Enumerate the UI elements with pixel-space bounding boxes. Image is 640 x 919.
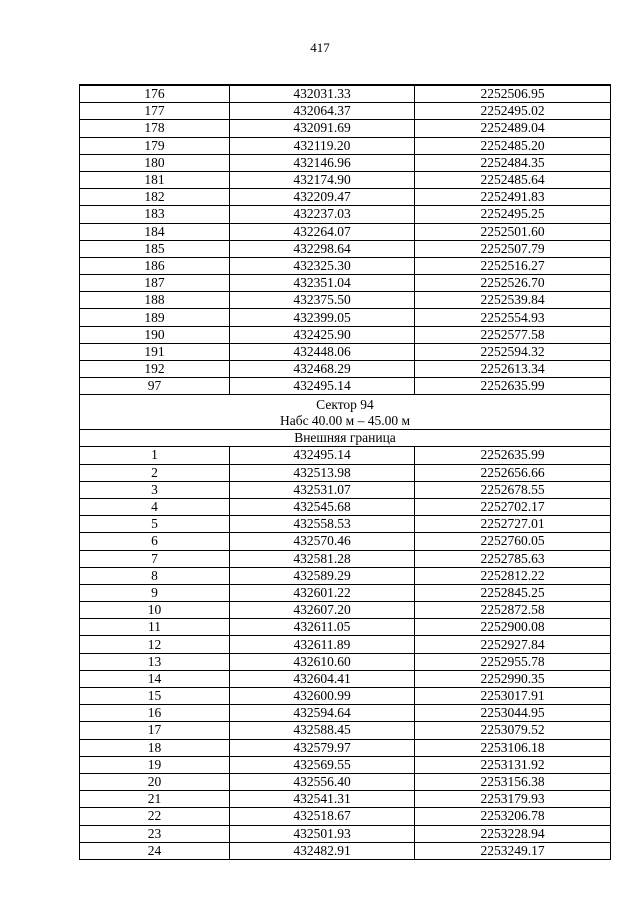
point-number-cell: 24: [80, 842, 230, 859]
table-row: [80, 516, 611, 533]
x-coordinate-cell: 432589.29: [230, 567, 415, 584]
x-coordinate-cell: 432495.14: [230, 378, 415, 395]
x-coordinate-cell: 432091.69: [230, 120, 415, 137]
point-number-cell: 1: [80, 447, 230, 464]
table-row: [80, 498, 611, 515]
y-coordinate-cell: 2252872.58: [415, 602, 611, 619]
x-coordinate-cell: 432448.06: [230, 343, 415, 360]
table-row: [80, 688, 611, 705]
table-row: [80, 361, 611, 378]
x-coordinate-cell: 432399.05: [230, 309, 415, 326]
y-coordinate-cell: 2253228.94: [415, 825, 611, 842]
x-coordinate-cell: 432298.64: [230, 240, 415, 257]
table-row: [80, 550, 611, 567]
point-number-cell: 2: [80, 464, 230, 481]
table-row: [80, 343, 611, 360]
point-number-cell: 20: [80, 773, 230, 790]
y-coordinate-cell: 2253017.91: [415, 688, 611, 705]
table-row: [80, 825, 611, 842]
y-coordinate-cell: 2252702.17: [415, 498, 611, 515]
y-coordinate-cell: 2253044.95: [415, 705, 611, 722]
table-row: [80, 292, 611, 309]
y-coordinate-cell: 2252785.63: [415, 550, 611, 567]
x-coordinate-cell: 432545.68: [230, 498, 415, 515]
table-row: [80, 619, 611, 636]
table-row: [80, 567, 611, 584]
y-coordinate-cell: 2252613.34: [415, 361, 611, 378]
x-coordinate-cell: 432610.60: [230, 653, 415, 670]
table-row: [80, 275, 611, 292]
table-row: [80, 223, 611, 240]
point-number-cell: 6: [80, 533, 230, 550]
y-coordinate-cell: 2252484.35: [415, 154, 611, 171]
y-coordinate-cell: 2252516.27: [415, 257, 611, 274]
x-coordinate-cell: 432325.30: [230, 257, 415, 274]
x-coordinate-cell: 432351.04: [230, 275, 415, 292]
table-row: [80, 842, 611, 859]
y-coordinate-cell: 2252927.84: [415, 636, 611, 653]
table-row: [80, 670, 611, 687]
y-coordinate-cell: 2252506.95: [415, 85, 611, 103]
point-number-cell: 13: [80, 653, 230, 670]
table-row: [80, 808, 611, 825]
table-row: [80, 103, 611, 120]
x-coordinate-cell: 432601.22: [230, 584, 415, 601]
point-number-cell: 9: [80, 584, 230, 601]
point-number-cell: 3: [80, 481, 230, 498]
y-coordinate-cell: 2253131.92: [415, 756, 611, 773]
y-coordinate-cell: 2253179.93: [415, 791, 611, 808]
y-coordinate-cell: 2252539.84: [415, 292, 611, 309]
section-title: Сектор 94: [316, 396, 374, 412]
point-number-cell: 185: [80, 240, 230, 257]
point-number-cell: 179: [80, 137, 230, 154]
x-coordinate-cell: 432495.14: [230, 447, 415, 464]
x-coordinate-cell: 432541.31: [230, 791, 415, 808]
x-coordinate-cell: 432607.20: [230, 602, 415, 619]
table-row: [80, 722, 611, 739]
boundary-label-row: [80, 430, 611, 447]
point-number-cell: 192: [80, 361, 230, 378]
x-coordinate-cell: 432531.07: [230, 481, 415, 498]
y-coordinate-cell: 2252594.32: [415, 343, 611, 360]
x-coordinate-cell: 432209.47: [230, 189, 415, 206]
table-row: [80, 533, 611, 550]
table-row: [80, 464, 611, 481]
page-number: 417: [310, 40, 330, 55]
x-coordinate-cell: 432579.97: [230, 739, 415, 756]
table-row: [80, 85, 611, 103]
point-number-cell: 190: [80, 326, 230, 343]
table-row: [80, 602, 611, 619]
x-coordinate-cell: 432425.90: [230, 326, 415, 343]
table-row: [80, 206, 611, 223]
y-coordinate-cell: 2252491.83: [415, 189, 611, 206]
section-header-row: [80, 395, 611, 430]
table-row: [80, 240, 611, 257]
y-coordinate-cell: 2253156.38: [415, 773, 611, 790]
table-row: [80, 756, 611, 773]
point-number-cell: 181: [80, 171, 230, 188]
point-number-cell: 176: [80, 85, 230, 103]
x-coordinate-cell: 432581.28: [230, 550, 415, 567]
y-coordinate-cell: 2252955.78: [415, 653, 611, 670]
point-number-cell: 5: [80, 516, 230, 533]
point-number-cell: 18: [80, 739, 230, 756]
table-row: [80, 773, 611, 790]
table-row: [80, 154, 611, 171]
boundary-label: Внешняя граница: [80, 430, 611, 447]
point-number-cell: 4: [80, 498, 230, 515]
y-coordinate-cell: 2252656.66: [415, 464, 611, 481]
x-coordinate-cell: 432264.07: [230, 223, 415, 240]
y-coordinate-cell: 2252678.55: [415, 481, 611, 498]
point-number-cell: 16: [80, 705, 230, 722]
point-number-cell: 189: [80, 309, 230, 326]
point-number-cell: 177: [80, 103, 230, 120]
y-coordinate-cell: 2252635.99: [415, 447, 611, 464]
x-coordinate-cell: 432569.55: [230, 756, 415, 773]
y-coordinate-cell: 2252577.58: [415, 326, 611, 343]
x-coordinate-cell: 432604.41: [230, 670, 415, 687]
x-coordinate-cell: 432594.64: [230, 705, 415, 722]
x-coordinate-cell: 432558.53: [230, 516, 415, 533]
y-coordinate-cell: 2252495.25: [415, 206, 611, 223]
point-number-cell: 14: [80, 670, 230, 687]
table-row: [80, 257, 611, 274]
coordinates-table-body: [80, 85, 611, 859]
table-row: [80, 653, 611, 670]
y-coordinate-cell: 2253249.17: [415, 842, 611, 859]
point-number-cell: 97: [80, 378, 230, 395]
y-coordinate-cell: 2252526.70: [415, 275, 611, 292]
table-row: [80, 447, 611, 464]
x-coordinate-cell: 432611.89: [230, 636, 415, 653]
y-coordinate-cell: 2252845.25: [415, 584, 611, 601]
y-coordinate-cell: 2252554.93: [415, 309, 611, 326]
point-number-cell: 22: [80, 808, 230, 825]
x-coordinate-cell: 432237.03: [230, 206, 415, 223]
point-number-cell: 15: [80, 688, 230, 705]
table-row: [80, 120, 611, 137]
point-number-cell: 11: [80, 619, 230, 636]
y-coordinate-cell: 2252727.01: [415, 516, 611, 533]
x-coordinate-cell: 432031.33: [230, 85, 415, 103]
y-coordinate-cell: 2252485.20: [415, 137, 611, 154]
section-height-range: Набс 40.00 м – 45.00 м: [279, 412, 411, 428]
section-header: [80, 395, 611, 430]
y-coordinate-cell: 2252900.08: [415, 619, 611, 636]
table-row: [80, 739, 611, 756]
point-number-cell: 178: [80, 120, 230, 137]
y-coordinate-cell: 2252485.64: [415, 171, 611, 188]
x-coordinate-cell: 432588.45: [230, 722, 415, 739]
x-coordinate-cell: 432146.96: [230, 154, 415, 171]
table-row: [80, 137, 611, 154]
table-row: [80, 584, 611, 601]
point-number-cell: 21: [80, 791, 230, 808]
point-number-cell: 19: [80, 756, 230, 773]
y-coordinate-cell: 2252635.99: [415, 378, 611, 395]
point-number-cell: 7: [80, 550, 230, 567]
y-coordinate-cell: 2253079.52: [415, 722, 611, 739]
table-row: [80, 705, 611, 722]
y-coordinate-cell: 2252812.22: [415, 567, 611, 584]
x-coordinate-cell: 432556.40: [230, 773, 415, 790]
y-coordinate-cell: 2252495.02: [415, 103, 611, 120]
coordinates-table: [79, 84, 611, 860]
x-coordinate-cell: 432174.90: [230, 171, 415, 188]
table-row: [80, 636, 611, 653]
point-number-cell: 186: [80, 257, 230, 274]
y-coordinate-cell: 2253106.18: [415, 739, 611, 756]
y-coordinate-cell: 2252507.79: [415, 240, 611, 257]
y-coordinate-cell: 2252501.60: [415, 223, 611, 240]
table-row: [80, 481, 611, 498]
table-row: [80, 791, 611, 808]
x-coordinate-cell: 432513.98: [230, 464, 415, 481]
point-number-cell: 188: [80, 292, 230, 309]
point-number-cell: 183: [80, 206, 230, 223]
y-coordinate-cell: 2252990.35: [415, 670, 611, 687]
point-number-cell: 182: [80, 189, 230, 206]
point-number-cell: 8: [80, 567, 230, 584]
x-coordinate-cell: 432375.50: [230, 292, 415, 309]
point-number-cell: 12: [80, 636, 230, 653]
table-row: [80, 189, 611, 206]
point-number-cell: 187: [80, 275, 230, 292]
point-number-cell: 191: [80, 343, 230, 360]
point-number-cell: 180: [80, 154, 230, 171]
y-coordinate-cell: 2252760.05: [415, 533, 611, 550]
x-coordinate-cell: 432482.91: [230, 842, 415, 859]
point-number-cell: 23: [80, 825, 230, 842]
x-coordinate-cell: 432600.99: [230, 688, 415, 705]
x-coordinate-cell: 432119.20: [230, 137, 415, 154]
table-row: [80, 326, 611, 343]
point-number-cell: 184: [80, 223, 230, 240]
x-coordinate-cell: 432518.67: [230, 808, 415, 825]
x-coordinate-cell: 432468.29: [230, 361, 415, 378]
point-number-cell: 17: [80, 722, 230, 739]
x-coordinate-cell: 432501.93: [230, 825, 415, 842]
x-coordinate-cell: 432570.46: [230, 533, 415, 550]
point-number-cell: 10: [80, 602, 230, 619]
y-coordinate-cell: 2253206.78: [415, 808, 611, 825]
table-row: [80, 378, 611, 395]
table-row: [80, 171, 611, 188]
x-coordinate-cell: 432064.37: [230, 103, 415, 120]
y-coordinate-cell: 2252489.04: [415, 120, 611, 137]
table-row: [80, 309, 611, 326]
x-coordinate-cell: 432611.05: [230, 619, 415, 636]
